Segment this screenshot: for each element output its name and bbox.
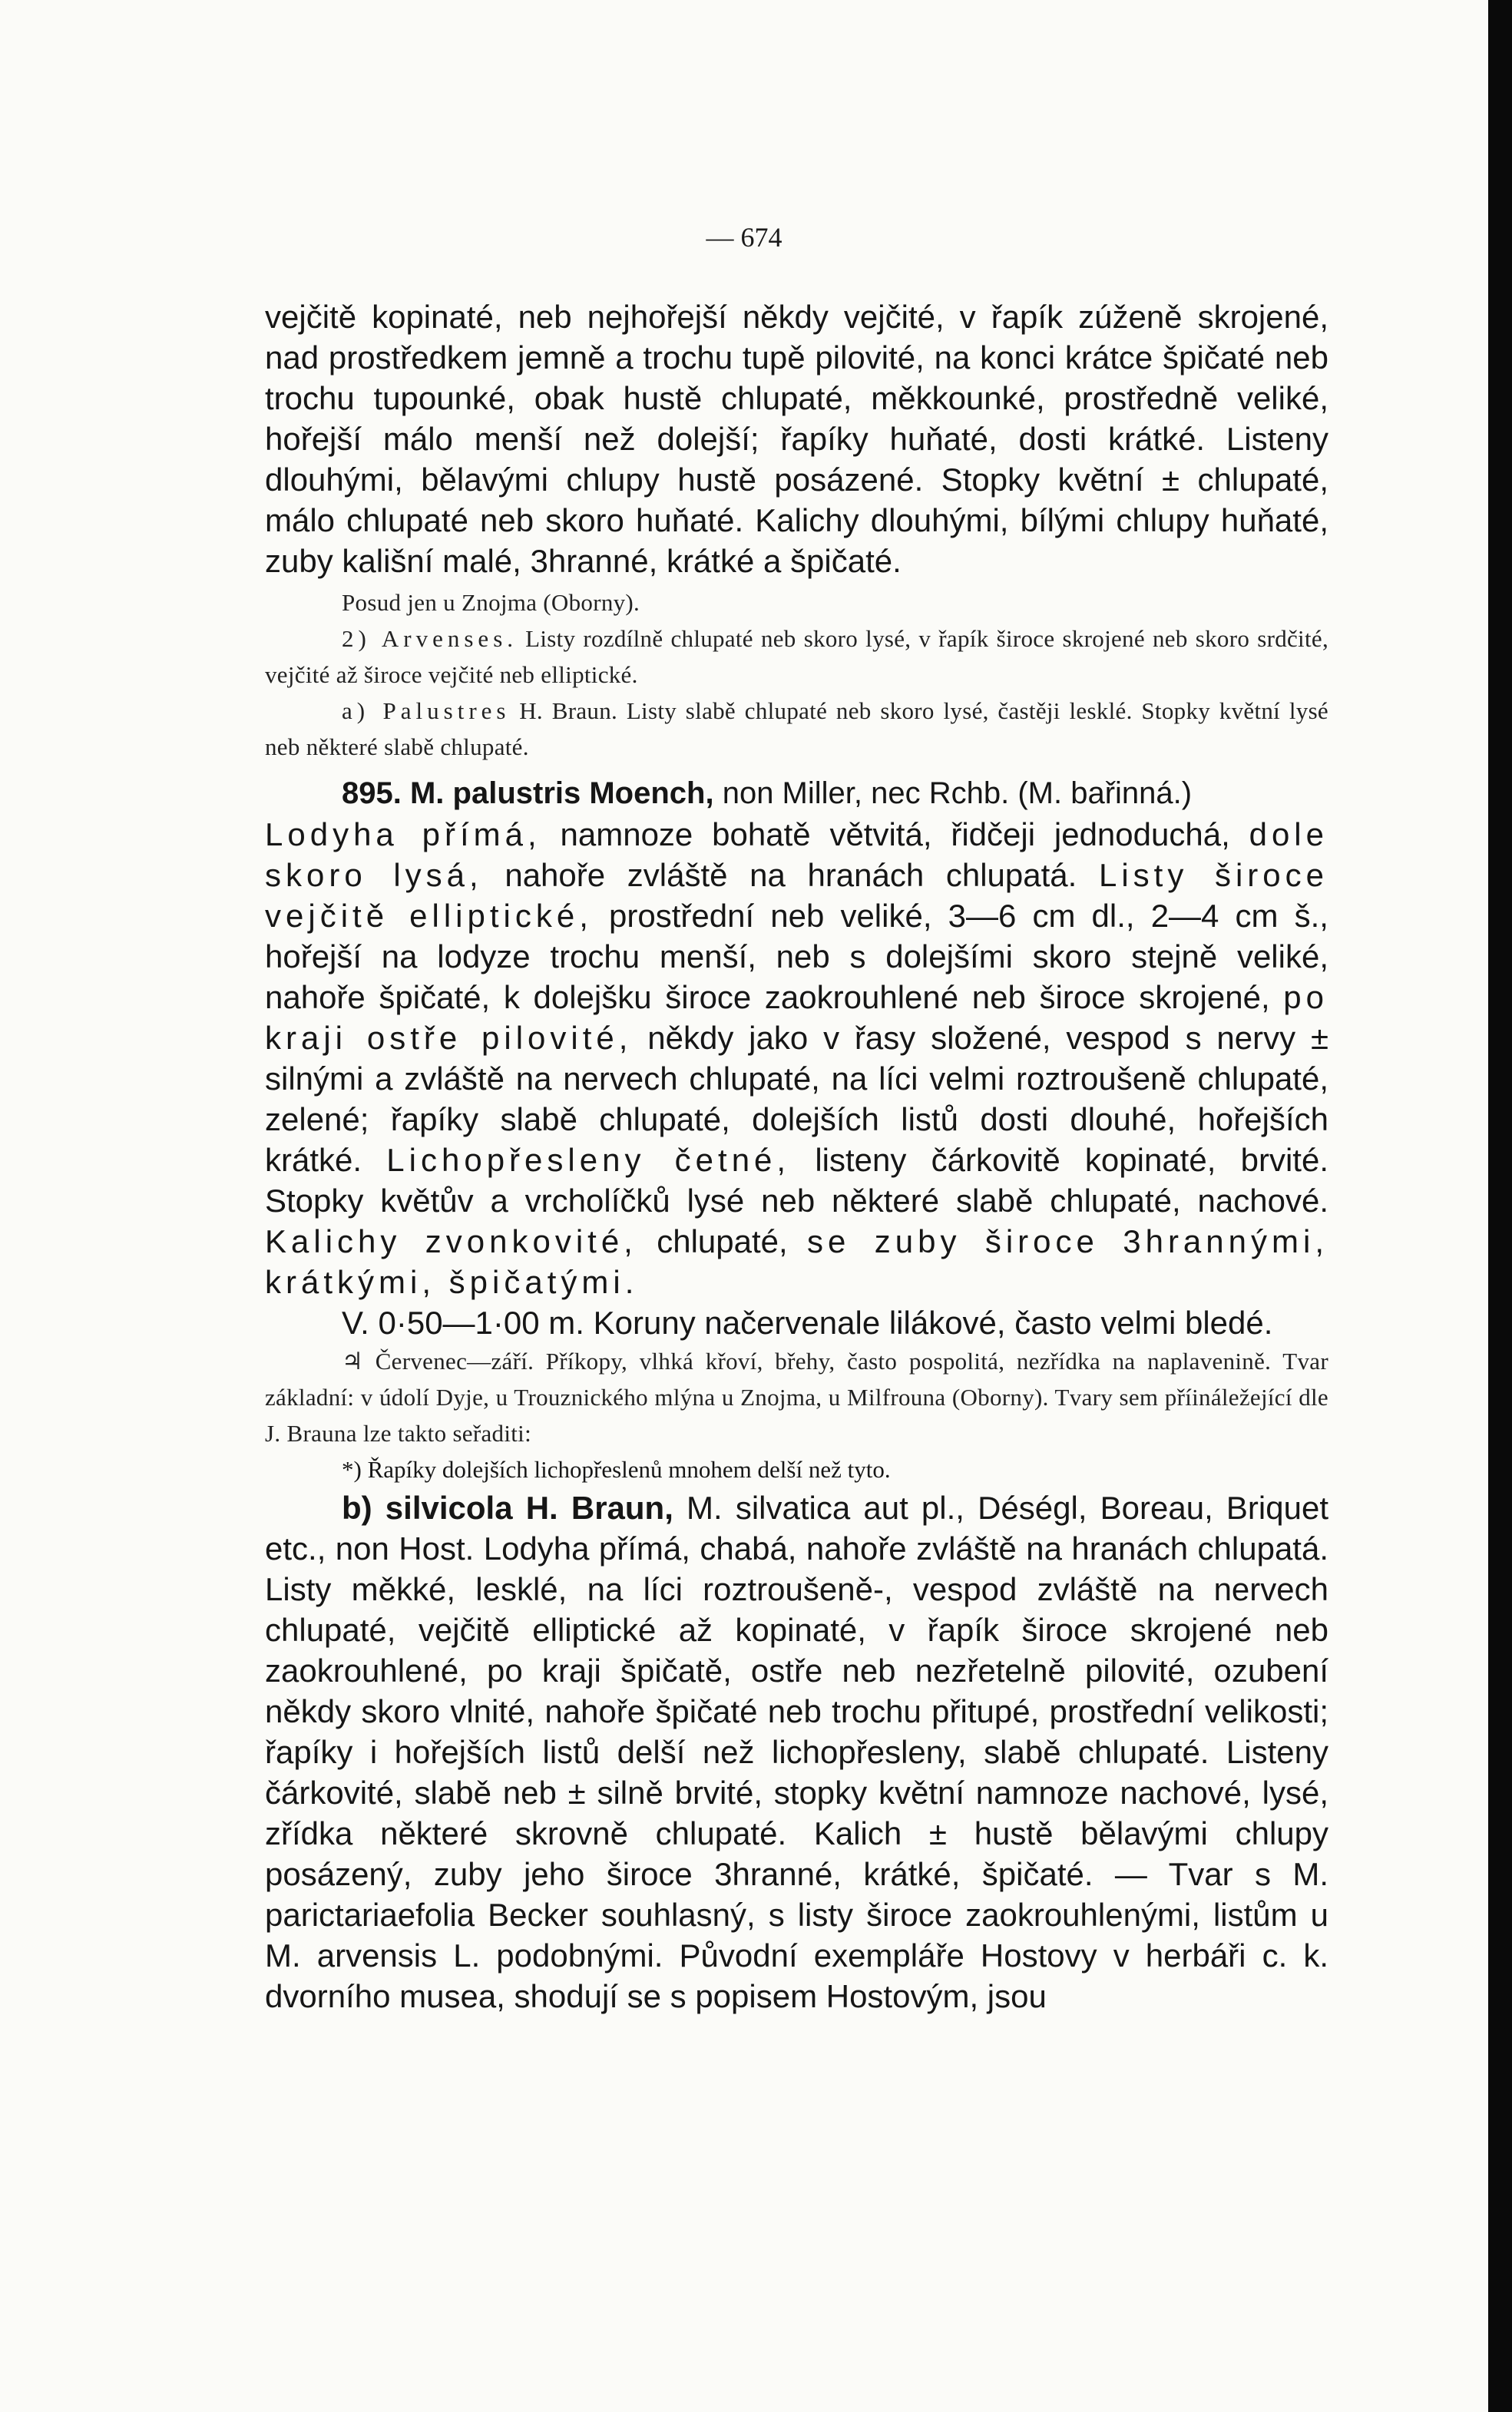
desc-base-spaced: dole skoro lysá,	[265, 816, 1328, 893]
desc-leaves: prostřední neb veliké, 3—6 cm dl., 2—4 cm š., hořejší na lodyze trochu menší, neb s dolejšími skoro stejně veliké, nahoře špičaté, k dolejšku široce zaokrouhlené neb široce skrojené,	[265, 898, 1328, 1015]
intro-paragraph: vejčitě kopinaté, neb nejhořejší někdy vejčité, v řapík zúženě skrojené, nad prostředkem jemně a trochu tupě pilovité, na konci krátce špičaté neb trochu tupounké, obak hustě chlupaté, měkkounké, prostředně veliké, hořejší málo menší než dolejší; řapíky huňaté, dosti krátké. Listeny dlouhými, bělavými chlupy hustě posázené. Stopky květní ± chlupaté, málo chlupaté neb skoro huňaté. Kalichy dlouhými, bílými chlupy huňaté, zuby kališní malé, 3hranné, krátké a špičaté.	[265, 299, 1328, 579]
arvenses-label: 2) Arvenses.	[342, 625, 518, 652]
species-number: 895.	[342, 776, 402, 810]
species-name: M. palustris Moench,	[409, 776, 714, 810]
palustres-paragraph	[265, 693, 1328, 765]
size-line: V. 0·50—1·00 m. Koruny načervenale lilákové, často velmi bledé.	[342, 1305, 1273, 1341]
arvenses-text: Listy rozdílně chlupaté neb skoro lysé, v řapík široce skrojené neb skoro srdčité, vejčité až široce vejčité neb elliptické.	[265, 625, 1328, 688]
palustres-label: a) Palustres	[342, 697, 511, 724]
desc-margin: někdy jako v řasy složené, vespod s nervy ± silnými a zvláště na nervech chlupaté, na líci velmi roztroušeně chlupaté, zelené; řapíky slabě chlupaté, dolejších listů dosti dlouhé, hořejších krátké.	[265, 1020, 1329, 1178]
desc-leaves-spaced: Listy široce vejčitě elliptické,	[265, 857, 1328, 934]
footnote: *) Řapíky dolejších lichopřeslenů mnohem delší než tyto.	[342, 1456, 891, 1483]
scan-border	[1488, 0, 1512, 2412]
page-body	[265, 296, 1328, 2017]
desc-base: nahoře zvláště na hranách chlupatá.	[482, 857, 1099, 893]
silvicola-text: M. silvatica aut pl., Déségl, Boreau, Briquet etc., non Host. Lodyha přímá, chabá, nahoře zvláště na hranách chlupatá. Listy měkké, lesklé, na líci roztroušeně-, vespod zvláště na nervech chlupaté, vejčitě elliptické až kopinaté, v řapík široce skrojené neb zaokrouhlené, po kraji špičatě, ostře neb nezřetelně pilovité, ozubení někdy skoro vlnité, nahoře špičaté neb trochu přitupé, prostřední velikosti; řapíky i hořejších listů delší než lichopřesleny, slabě chlupaté. Listeny čárkovité, slabě neb ± silně brvité, stopky květní namnoze nachové, lysé, zřídka některé skrovně chlupaté. Kalich ± hustě bělavými chlupy posázený, zuby jeho široce 3hranné, krátké, špičaté. — Tvar s M. parictariaefolia Becker souhlasný, s listy široce zaokrouhlenými, listům u M. arvensis L. podobnými. Původní exempláře Hostovy v herbáři c. k. dvorního musea, shodují se s popisem Hostovým, jsou	[265, 1490, 1328, 2014]
desc-calyx-spaced: Kalichy zvonkovité,	[265, 1223, 637, 1259]
silvicola-paragraph	[265, 1487, 1328, 2017]
arvenses-paragraph	[265, 620, 1328, 693]
silvicola-label: b) silvicola H. Braun,	[342, 1490, 673, 1526]
desc-margin-spaced: po kraji ostře pilovité,	[265, 979, 1328, 1056]
desc-stem-spaced: Lodyha přímá,	[265, 816, 541, 852]
desc-whorls-spaced: Lichopřesleny četné,	[386, 1142, 791, 1178]
desc-calyx: chlupaté,	[637, 1223, 808, 1259]
desc-teeth-spaced: se zuby široce 3hrannými, krátkými, špičatými.	[265, 1223, 1328, 1300]
locality-note: Posud jen u Znojma (Oborny).	[342, 589, 640, 616]
habitat-paragraph: ♃ Červenec—září. Příkopy, vlhká křoví, břehy, často pospolitá, nezřídka na naplavenině. Tvar základní: v údolí Dyje, u Trouznického mlýna u Znojma, u Milfrouna (Oborny). Tvary sem příináležející dle J. Brauna lze takto seřaditi:	[265, 1348, 1328, 1447]
species-description	[265, 814, 1328, 1302]
species-authority: non Miller, nec Rchb. (M. bařinná.)	[713, 776, 1193, 810]
page-number: — 674	[706, 222, 782, 253]
species-heading	[265, 773, 1328, 814]
desc-stem: namnoze bohatě větvitá, řidčeji jednoduchá,	[541, 816, 1249, 852]
palustres-text: H. Braun. Listy slabě chlupaté neb skoro lysé, častěji lesklé. Stopky květní lysé neb některé slabě chlupaté.	[265, 697, 1328, 760]
desc-whorls: listeny čárkovitě kopinaté, brvité. Stopky květův a vrcholíčků lysé neb některé slabě chlupaté, nachové.	[265, 1142, 1328, 1219]
